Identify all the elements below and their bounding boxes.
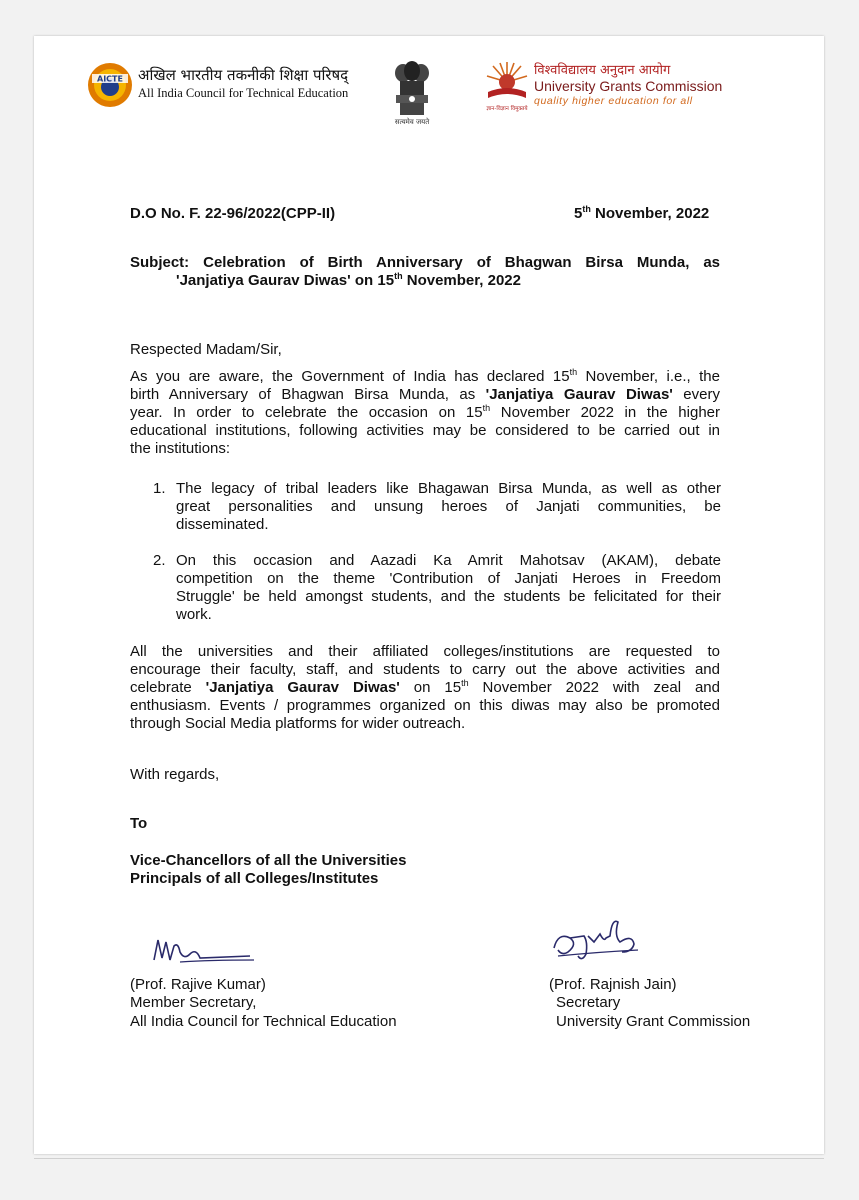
signatory-left-org: All India Council for Technical Education [130,1013,397,1030]
signatory-right-name: (Prof. Rajnish Jain) [549,976,677,993]
list-item-number: 1. [153,480,166,497]
recipient-line: Vice-Chancellors of all the Universities [130,852,407,869]
closing-regards: With regards, [130,766,220,783]
ugc-english-name: University Grants Commission [534,78,723,94]
paragraph-intro: As you are aware, the Government of India has declared 15th November, i.e., the birth Anniversary of Bhagwan Birsa Munda, as 'Janjatiya Gaurav Diwas' every year. In order to celebrate the occasion on 15th November 2022 in the higher educational institutions, following activities may be considered to be carried out in the institutions: [130,367,721,457]
salutation: Respected Madam/Sir, [130,341,282,358]
aicte-hindi-name: अखिल भारतीय तकनीकी शिक्षा परिषद् [138,66,349,84]
signature-left [150,930,260,970]
aicte-logo-text: AICTE [97,74,123,84]
signatory-left-title: Member Secretary, [130,994,257,1011]
aicte-logo-icon [86,61,134,109]
signatory-right-org: University Grant Commission [556,1013,751,1030]
ugc-hindi-name: विश्वविद्यालय अनुदान आयोग [534,63,671,78]
list-item: On this occasion and Aazadi Ka Amrit Mahotsav (AKAM), debate competition on the theme 'Contribution of Janjati Heroes in Freedom Struggle' be held amongst students, and the students be felicitated for their work. [176,552,721,623]
aicte-letterhead [86,61,349,121]
ugc-logo-text: ज्ञान-विज्ञान विमुक्तये [486,106,528,112]
signatory-right-title: Secretary [556,994,621,1011]
aicte-english-name: All India Council for Technical Education [138,86,349,100]
emblem-caption: सत्यमेव जयते [394,118,430,126]
subject-line: Subject: Celebration of Birth Anniversary of Bhagwan Birsa Munda, as [130,254,720,271]
ugc-tagline: quality higher education for all [534,95,693,107]
signature-right [548,912,658,967]
to-label: To [130,815,148,832]
signatory-left-name: (Prof. Rajive Kumar) [130,976,266,993]
paragraph-request: All the universities and their affiliated colleges/institutions are requested to encourage their faculty, staff, and students to carry out the above activities and celebrate 'Janjatiya Gaurav Diwas' on 15th November 2022 with zeal and enthusiasm. Events / programmes organized on this diwas may also be promoted through Social Media platforms for wider outreach. [130,643,720,732]
subject-line-2: 'Janjatiya Gaurav Diwas' on 15th November, 2022 [176,271,521,289]
list-item: The legacy of tribal leaders like Bhagawan Birsa Munda, as well as other great personalities and unsung heroes of Janjati communities, be disseminated. [176,480,721,533]
letter-date: 5th November, 2022 [574,204,710,222]
reference-number: D.O No. F. 22-96/2022(CPP-II) [130,205,336,222]
list-item-number: 2. [153,552,166,569]
recipient-line: Principals of all Colleges/Institutes [130,870,379,887]
ugc-letterhead [482,58,722,118]
page-divider [34,1158,824,1159]
ugc-logo-icon [482,58,532,114]
